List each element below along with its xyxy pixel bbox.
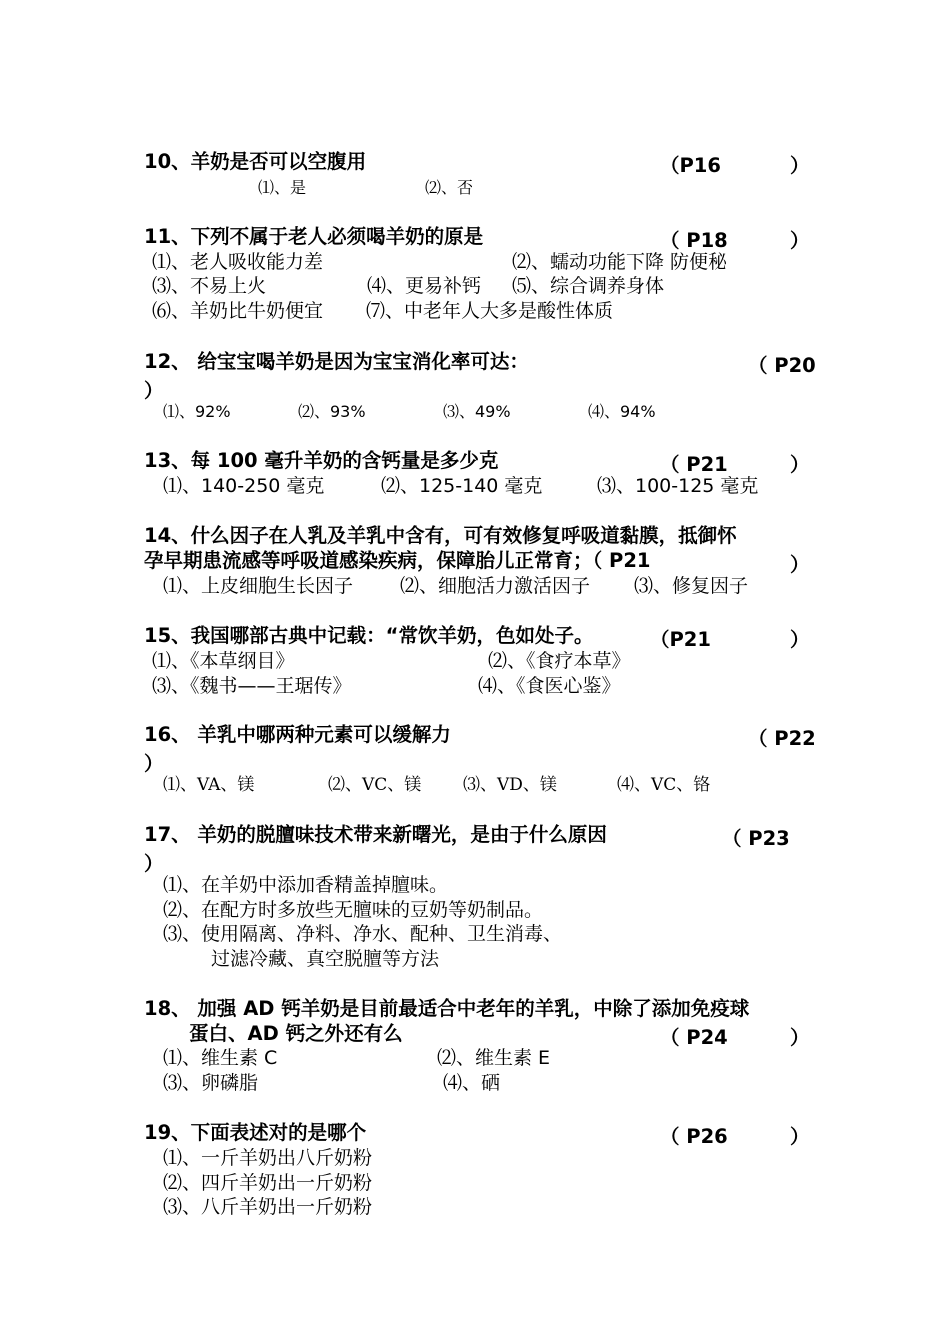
question-text: 19、下面表述对的是哪个	[144, 1121, 367, 1144]
option-3: ⑶、不易上火	[152, 275, 267, 297]
option-3: ⑶、八斤羊奶出一斤奶粉	[163, 1196, 373, 1218]
option-2: ⑵、93%	[298, 402, 366, 421]
question-text: 17、 羊奶的脱膻味技术带来新曙光，是由于什么原因	[144, 823, 607, 846]
option-4: ⑷、硒	[443, 1072, 501, 1094]
answer-paren-close: ）	[790, 628, 810, 651]
option-1: ⑴、老人吸收能力差	[152, 251, 324, 273]
option-3-continued: 过滤冷藏、真空脱膻等方法	[211, 948, 440, 970]
option-4: ⑷、VC、铬	[617, 775, 711, 795]
option-3: ⑶、VD、镁	[463, 775, 557, 795]
option-3: ⑶、49%	[443, 402, 511, 421]
option-3: ⑶、修复因子	[634, 575, 749, 597]
answer-paren-close: ）	[790, 154, 810, 177]
option-7: ⑺、中老年人大多是酸性体质	[366, 300, 614, 322]
answer-paren-close: ）	[144, 752, 164, 775]
question-text: 12、 给宝宝喝羊奶是因为宝宝消化率可达：	[144, 350, 529, 373]
option-3: ⑶、使用隔离、净料、净水、配种、卫生消毒、	[163, 923, 563, 945]
page-reference: （ P22	[748, 727, 816, 750]
option-2: ⑵、维生素 E	[437, 1047, 551, 1069]
option-2: ⑵、《食疗本草》	[488, 650, 631, 672]
question-text: 10、羊奶是否可以空腹用	[144, 150, 367, 173]
question-text-line2: 蛋白、AD 钙之外还有么	[189, 1022, 403, 1045]
option-4: ⑷、《食医心鉴》	[478, 675, 621, 697]
answer-paren-close: ）	[790, 1026, 810, 1049]
answer-paren-close: ）	[790, 229, 810, 252]
option-4: ⑷、94%	[588, 402, 656, 421]
option-2: ⑵、125-140 毫克	[381, 475, 543, 497]
answer-paren-close: ）	[790, 1125, 810, 1148]
option-1: ⑴、在羊奶中添加香精盖掉膻味。	[163, 874, 449, 896]
option-2: ⑵、VC、镁	[328, 775, 422, 795]
page-reference: （ P23	[722, 827, 790, 850]
answer-paren-close: ）	[790, 553, 810, 576]
question-text-line1: 18、 加强 AD 钙羊奶是目前最适合中老年的羊乳，中除了添加免疫球	[144, 997, 750, 1020]
option-1: ⑴、是	[258, 178, 307, 197]
page-reference: （P21	[650, 628, 711, 651]
option-2: ⑵、否	[425, 178, 474, 197]
question-text: 13、每 100 毫升羊奶的含钙量是多少克	[144, 449, 499, 472]
question-text: 16、 羊乳中哪两种元素可以缓解力	[144, 723, 451, 746]
option-3: ⑶、《魏书——王琚传》	[152, 675, 352, 697]
question-text-line1: 14、什么因子在人乳及羊乳中含有，可有效修复呼吸道黏膜，抵御怀	[144, 524, 737, 547]
page-reference: （ P21	[660, 453, 728, 476]
option-1: ⑴、《本草纲目》	[152, 650, 295, 672]
option-2: ⑵、细胞活力激活因子	[400, 575, 591, 597]
option-1: ⑴、92%	[163, 402, 231, 421]
answer-paren-close: ）	[144, 852, 164, 875]
option-1: ⑴、VA、镁	[163, 775, 255, 795]
option-3: ⑶、卵磷脂	[163, 1072, 259, 1094]
option-4: ⑷、更易补钙	[367, 275, 482, 297]
answer-paren-close: ）	[790, 453, 810, 476]
option-2: ⑵、四斤羊奶出一斤奶粉	[163, 1172, 373, 1194]
page-reference: （ P18	[660, 229, 728, 252]
page-reference: （ P24	[660, 1026, 728, 1049]
option-2: ⑵、蠕动功能下降 防便秘	[512, 251, 728, 273]
option-1: ⑴、维生素 C	[163, 1047, 278, 1069]
option-3: ⑶、100-125 毫克	[597, 475, 759, 497]
option-1: ⑴、一斤羊奶出八斤奶粉	[163, 1147, 373, 1169]
page-reference: （ P20	[748, 354, 816, 377]
page-reference: （P16	[660, 154, 721, 177]
option-6: ⑹、羊奶比牛奶便宜	[152, 300, 324, 322]
answer-paren-close: ）	[144, 379, 164, 402]
question-text: 15、我国哪部古典中记载：“常饮羊奶，色如处子。	[144, 624, 594, 647]
page-reference: （ P26	[660, 1125, 728, 1148]
question-text-line2: 孕早期患流感等呼吸道感染疾病，保障胎儿正常育；（ P21	[144, 549, 651, 572]
option-2: ⑵、在配方时多放些无膻味的豆奶等奶制品。	[163, 899, 544, 921]
option-1: ⑴、140-250 毫克	[163, 475, 325, 497]
option-5: ⑸、综合调养身体	[512, 275, 665, 297]
option-1: ⑴、上皮细胞生长因子	[163, 575, 354, 597]
question-text: 11、下列不属于老人必须喝羊奶的原是	[144, 225, 484, 248]
